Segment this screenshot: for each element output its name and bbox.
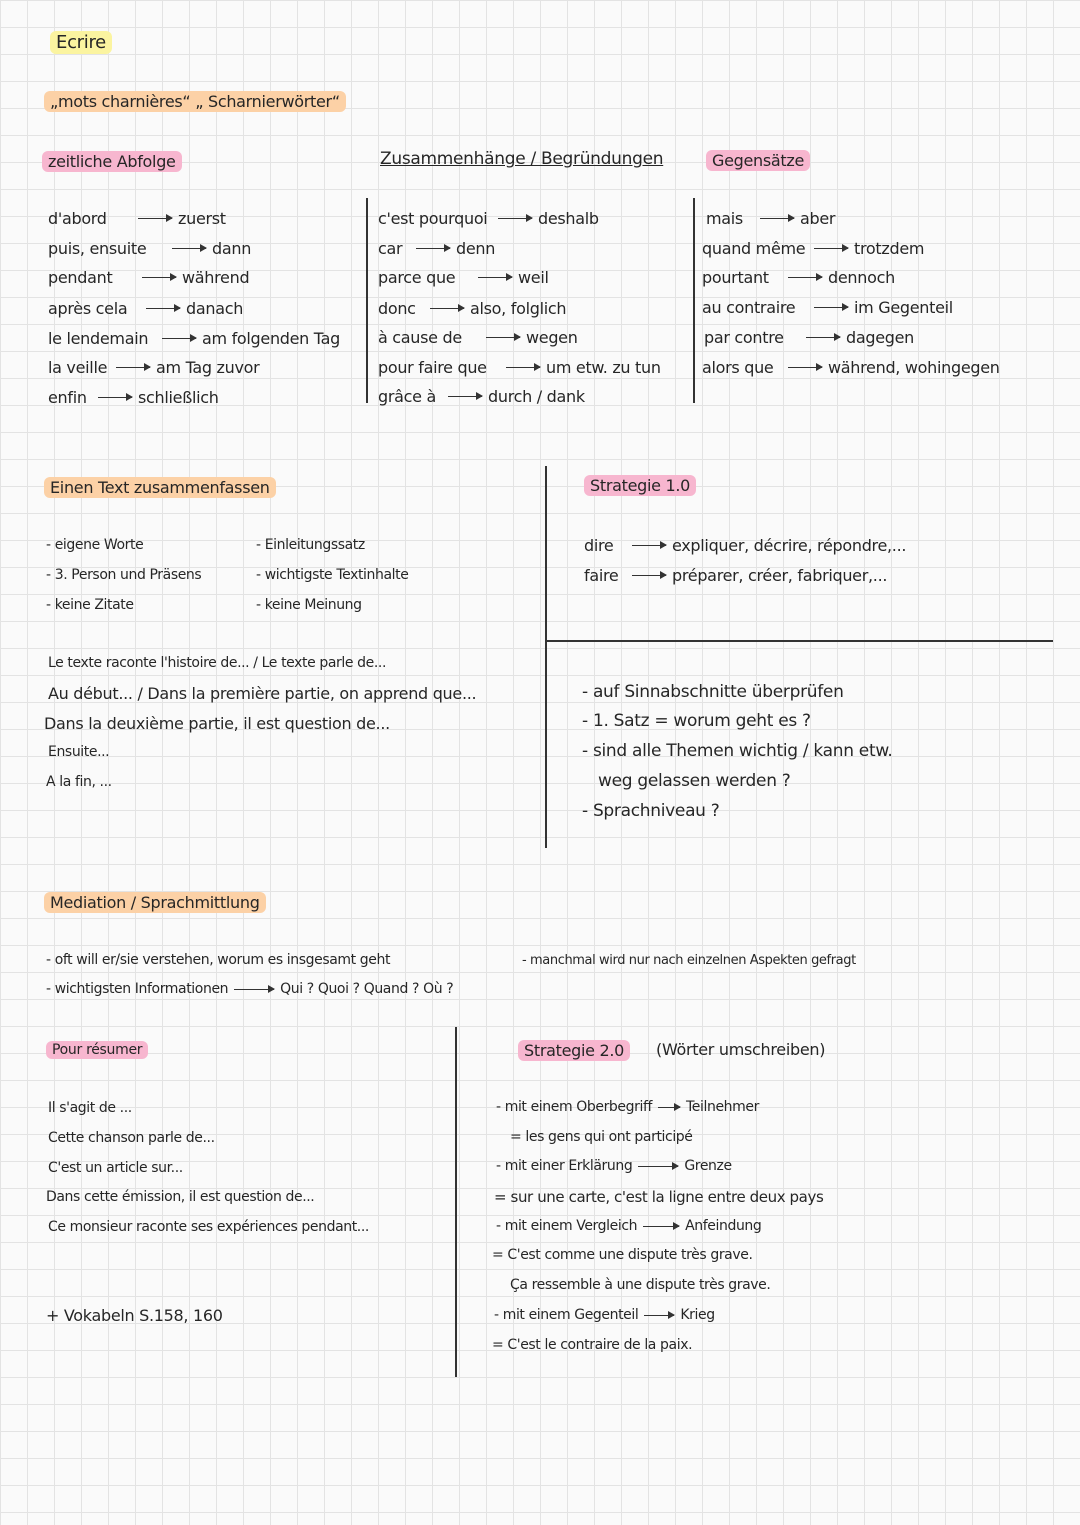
arrow-icon	[644, 1315, 674, 1316]
temporal-heading: zeitliche Abfolge	[42, 151, 182, 172]
causal-item: pour faire que um etw. zu tun	[378, 358, 661, 377]
temporal-item: le lendemain am folgenden Tag	[48, 329, 340, 348]
page-title: Ecrire	[50, 31, 112, 54]
arrow-icon	[478, 277, 512, 278]
arrow-icon	[142, 277, 176, 278]
strategy2-item: - mit einem Vergleich Anfeindung	[496, 1218, 762, 1234]
check-item: - 1. Satz = worum geht es ?	[582, 711, 811, 731]
strategy2-item: = C'est comme une dispute très grave.	[492, 1247, 753, 1263]
causal-item: donc also, folglich	[378, 299, 567, 318]
strategy2-item: - mit einem Gegenteil Krieg	[494, 1307, 715, 1323]
summary-rule: - eigene Worte	[46, 537, 144, 553]
strategy1-heading: Strategie 1.0	[584, 475, 696, 496]
section-divider	[545, 466, 547, 848]
arrow-icon	[506, 367, 540, 368]
check-item: - sind alle Themen wichtig / kann etw.	[582, 741, 893, 761]
strategy2-item: - mit einer Erklärung Grenze	[496, 1158, 732, 1174]
strategy2-item: - mit einem Oberbegriff Teilnehmer	[496, 1099, 759, 1115]
causal-item: grâce à durch / dank	[378, 387, 585, 406]
arrow-icon	[486, 337, 520, 338]
mediation-line: - wichtigsten Informationen Qui ? Quoi ? Quand ? Où ?	[46, 981, 454, 997]
arrow-icon	[98, 397, 132, 398]
summary-phrase: Au début... / Dans la première partie, on apprend que...	[48, 684, 477, 703]
arrow-icon	[416, 248, 450, 249]
arrow-icon	[138, 218, 172, 219]
causal-item: c'est pourquoi deshalb	[378, 209, 599, 228]
contrast-item: quand même trotzdem	[702, 239, 925, 258]
summary-rule: - keine Zitate	[46, 597, 134, 613]
arrow-icon	[172, 248, 206, 249]
arrow-icon	[760, 218, 794, 219]
arrow-icon	[658, 1107, 680, 1108]
causal-item: à cause de wegen	[378, 328, 578, 347]
causal-heading: Zusammenhänge / Begründungen	[380, 149, 664, 169]
column-divider	[366, 198, 368, 403]
summary-rule: - Einleitungssatz	[256, 537, 365, 553]
summary-phrase: Le texte raconte l'histoire de... / Le texte parle de...	[48, 655, 386, 671]
arrow-icon	[632, 575, 666, 576]
resumer-phrase: Ce monsieur raconte ses expériences pendant...	[48, 1219, 369, 1235]
check-item: - auf Sinnabschnitte überprüfen	[582, 682, 844, 702]
arrow-icon	[814, 307, 848, 308]
resumer-heading: Pour résumer	[46, 1041, 148, 1059]
strategy2-item: = les gens qui ont participé	[510, 1129, 693, 1145]
strategy2-item: = sur une carte, c'est la ligne entre deux pays	[494, 1188, 824, 1206]
arrow-icon	[234, 989, 274, 990]
check-item: - Sprachniveau ?	[582, 801, 720, 821]
causal-item: parce que weil	[378, 268, 549, 287]
arrow-icon	[448, 396, 482, 397]
summary-rule: - wichtigste Textinhalte	[256, 567, 409, 583]
summary-heading: Einen Text zusammenfassen	[44, 477, 276, 498]
mediation-note: - manchmal wird nur nach einzelnen Aspekten gefragt	[522, 953, 856, 968]
section-divider	[545, 640, 1053, 642]
arrow-icon	[814, 248, 848, 249]
section-divider	[455, 1027, 457, 1377]
arrow-icon	[788, 277, 822, 278]
summary-rule: - keine Meinung	[256, 597, 362, 613]
summary-phrase: Dans la deuxième partie, il est question de...	[44, 714, 390, 733]
contrast-item: au contraire im Gegenteil	[702, 298, 953, 317]
arrow-icon	[146, 308, 180, 309]
temporal-item: après cela danach	[48, 299, 244, 318]
temporal-item: d'abord zuerst	[48, 209, 226, 228]
arrow-icon	[116, 367, 150, 368]
mediation-line: - oft will er/sie verstehen, worum es insgesamt geht	[46, 952, 391, 968]
strategy1-row: faire préparer, créer, fabriquer,...	[584, 566, 888, 585]
temporal-item: puis, ensuite dann	[48, 239, 252, 258]
resumer-phrase: Cette chanson parle de...	[48, 1130, 215, 1146]
strategy1-row: dire expliquer, décrire, répondre,...	[584, 536, 907, 555]
arrow-icon	[806, 337, 840, 338]
vocab-note: + Vokabeln S.158, 160	[46, 1306, 223, 1325]
column-divider	[693, 198, 695, 403]
check-item: weg gelassen werden ?	[598, 771, 791, 791]
temporal-item: pendant während	[48, 268, 250, 287]
arrow-icon	[638, 1166, 678, 1167]
contrast-item: alors que während, wohingegen	[702, 358, 1000, 377]
resumer-phrase: Il s'agit de ...	[48, 1100, 132, 1116]
arrow-icon	[430, 308, 464, 309]
resumer-phrase: C'est un article sur...	[48, 1160, 183, 1176]
causal-item: car denn	[378, 239, 496, 258]
arrow-icon	[498, 218, 532, 219]
temporal-item: enfin schließlich	[48, 388, 219, 407]
strategy2-note: (Wörter umschreiben)	[656, 1040, 826, 1059]
contrast-item: mais aber	[706, 209, 836, 228]
mediation-heading: Mediation / Sprachmittlung	[44, 892, 266, 913]
arrow-icon	[643, 1226, 679, 1227]
arrow-icon	[162, 338, 196, 339]
contrast-item: pourtant dennoch	[702, 268, 895, 287]
strategy2-item: Ça ressemble à une dispute très grave.	[510, 1277, 771, 1293]
contrast-heading: Gegensätze	[706, 150, 810, 171]
summary-rule: - 3. Person und Präsens	[46, 567, 202, 583]
strategy2-heading: Strategie 2.0	[518, 1040, 630, 1061]
mots-heading: „mots charnières“ „ Scharnierwörter“	[44, 91, 346, 112]
resumer-phrase: Dans cette émission, il est question de...	[46, 1189, 315, 1205]
summary-phrase: Ensuite...	[48, 744, 110, 760]
summary-phrase: A la fin, ...	[46, 774, 112, 790]
temporal-item: la veille am Tag zuvor	[48, 358, 260, 377]
arrow-icon	[788, 367, 822, 368]
contrast-item: par contre dagegen	[704, 328, 915, 347]
arrow-icon	[632, 545, 666, 546]
strategy2-item: = C'est le contraire de la paix.	[492, 1337, 693, 1353]
